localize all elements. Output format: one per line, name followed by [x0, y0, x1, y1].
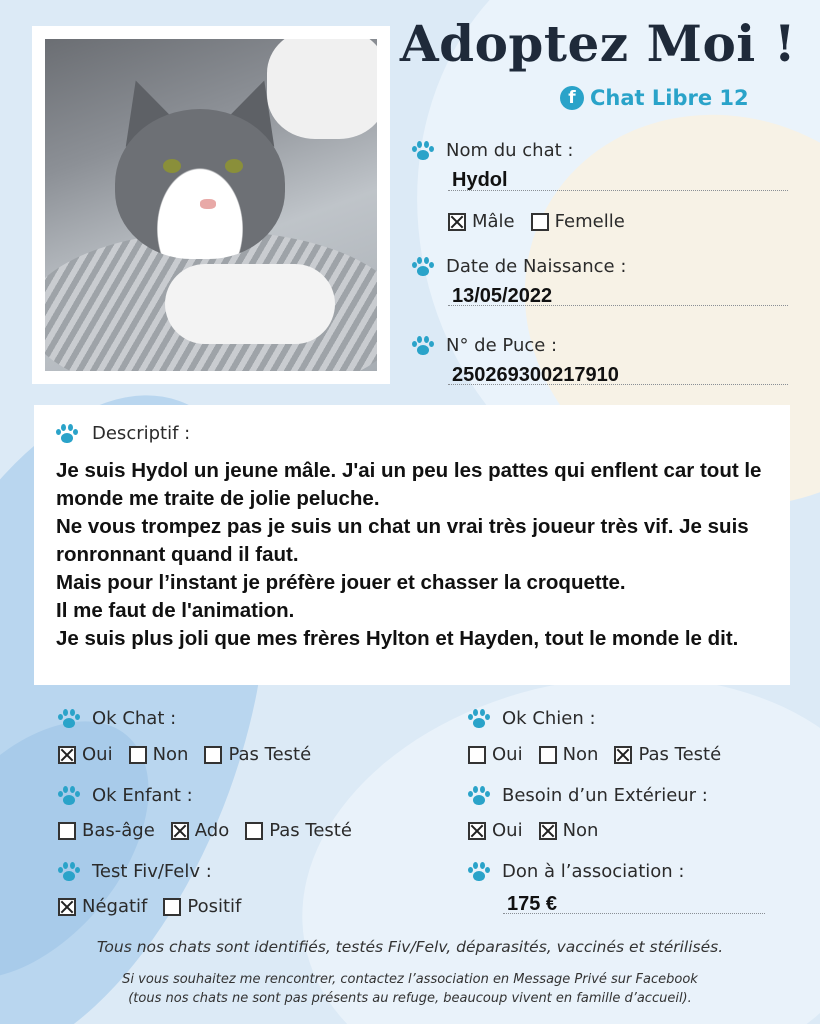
- name-value: Hydol: [452, 169, 508, 191]
- footer-note: Tous nos chats sont identifiés, testés Fiv/Felv, déparasités, vaccinés et stérilisés.: [96, 938, 724, 956]
- don-value: 175 €: [507, 893, 558, 915]
- paw-icon: [468, 786, 490, 806]
- cat-photo: [45, 39, 377, 371]
- divider: [503, 913, 765, 914]
- checkbox-icon[interactable]: [539, 746, 557, 764]
- test-fiv-options: [58, 896, 251, 917]
- sex-options: [448, 211, 635, 232]
- page-title: Adoptez Moi !: [399, 14, 797, 73]
- ok-chien-options: [468, 744, 731, 765]
- description-line: Ne vous trompez pas je suis un chat un vrai très joueur très vif. Je suis ronronnant quand il faut.: [56, 515, 749, 566]
- ok-chat-label: Ok Chat :: [58, 708, 176, 729]
- facebook-link[interactable]: [560, 86, 749, 110]
- paw-icon: [58, 709, 80, 729]
- divider: [448, 305, 788, 306]
- don-label: Don à l’association :: [468, 861, 684, 882]
- ok-enfant-bas-age[interactable]: Bas-âge: [58, 820, 155, 841]
- checkbox-icon[interactable]: [58, 822, 76, 840]
- ok-chat-non[interactable]: Non: [129, 744, 189, 765]
- checkbox-icon[interactable]: [204, 746, 222, 764]
- description-line: Je suis Hydol un jeune mâle. J'ai un peu les pattes qui enflent car tout le monde me traite de jolie peluche.: [56, 459, 762, 510]
- divider: [448, 384, 788, 385]
- ok-chien-oui[interactable]: Oui: [468, 744, 523, 765]
- cat-photo-frame: [32, 26, 390, 384]
- chip-label: N° de Puce :: [412, 335, 557, 356]
- description-line: Je suis plus joli que mes frères Hylton et Hayden, tout le monde le dit.: [56, 627, 739, 650]
- description-box: [34, 405, 790, 685]
- paw-icon: [468, 862, 490, 882]
- ok-chat-pas-teste[interactable]: Pas Testé: [204, 744, 311, 765]
- facebook-icon: f: [560, 86, 584, 110]
- checkbox-icon[interactable]: [468, 746, 486, 764]
- ok-enfant-ado[interactable]: Ado: [171, 820, 229, 841]
- paw-icon: [412, 336, 434, 356]
- checkbox-icon[interactable]: [245, 822, 263, 840]
- footer-contact-line: Si vous souhaitez me rencontrer, contactez l’association en Message Privé sur Facebook: [122, 972, 698, 987]
- paw-icon: [412, 141, 434, 161]
- exterieur-non[interactable]: Non: [539, 820, 599, 841]
- facebook-page-name: Chat Libre 12: [590, 86, 749, 110]
- sex-option-female[interactable]: Femelle: [531, 211, 625, 232]
- paw-icon: [412, 257, 434, 277]
- ok-chat-oui[interactable]: Oui: [58, 744, 113, 765]
- test-fiv-label: Test Fiv/Felv :: [58, 861, 212, 882]
- footer-contact: [0, 970, 820, 1008]
- divider: [448, 190, 788, 191]
- ok-chien-label: Ok Chien :: [468, 708, 596, 729]
- paw-icon: [56, 424, 78, 444]
- checkbox-icon[interactable]: [468, 822, 486, 840]
- checkbox-icon[interactable]: [614, 746, 632, 764]
- birth-value: 13/05/2022: [452, 285, 553, 307]
- ok-chien-non[interactable]: Non: [539, 744, 599, 765]
- description-text: [56, 457, 776, 653]
- sex-option-male[interactable]: Mâle: [448, 211, 515, 232]
- test-fiv-negatif[interactable]: Négatif: [58, 896, 147, 917]
- checkbox-icon[interactable]: [163, 898, 181, 916]
- checkbox-icon[interactable]: [539, 822, 557, 840]
- paw-icon: [58, 786, 80, 806]
- ok-enfant-label: Ok Enfant :: [58, 785, 193, 806]
- ok-chien-pas-teste[interactable]: Pas Testé: [614, 744, 721, 765]
- paw-icon: [468, 709, 490, 729]
- description-line: Il me faut de l'animation.: [56, 599, 295, 622]
- checkbox-icon[interactable]: [58, 746, 76, 764]
- checkbox-icon[interactable]: [448, 213, 466, 231]
- paw-icon: [58, 862, 80, 882]
- ok-enfant-options: [58, 820, 362, 841]
- ok-chat-options: [58, 744, 321, 765]
- checkbox-icon[interactable]: [129, 746, 147, 764]
- exterieur-label: Besoin d’un Extérieur :: [468, 785, 708, 806]
- test-fiv-positif[interactable]: Positif: [163, 896, 241, 917]
- description-label: Descriptif :: [56, 423, 190, 444]
- name-label: Nom du chat :: [412, 140, 573, 161]
- checkbox-icon[interactable]: [531, 213, 549, 231]
- exterieur-options: [468, 820, 608, 841]
- birth-label: Date de Naissance :: [412, 256, 626, 277]
- checkbox-icon[interactable]: [171, 822, 189, 840]
- chip-value: 250269300217910: [452, 364, 619, 386]
- footer-contact-line: (tous nos chats ne sont pas présents au refuge, beaucoup vivent en famille d’accueil).: [128, 991, 692, 1006]
- ok-enfant-pas-teste[interactable]: Pas Testé: [245, 820, 352, 841]
- description-line: Mais pour l’instant je préfère jouer et chasser la croquette.: [56, 571, 626, 594]
- checkbox-icon[interactable]: [58, 898, 76, 916]
- exterieur-oui[interactable]: Oui: [468, 820, 523, 841]
